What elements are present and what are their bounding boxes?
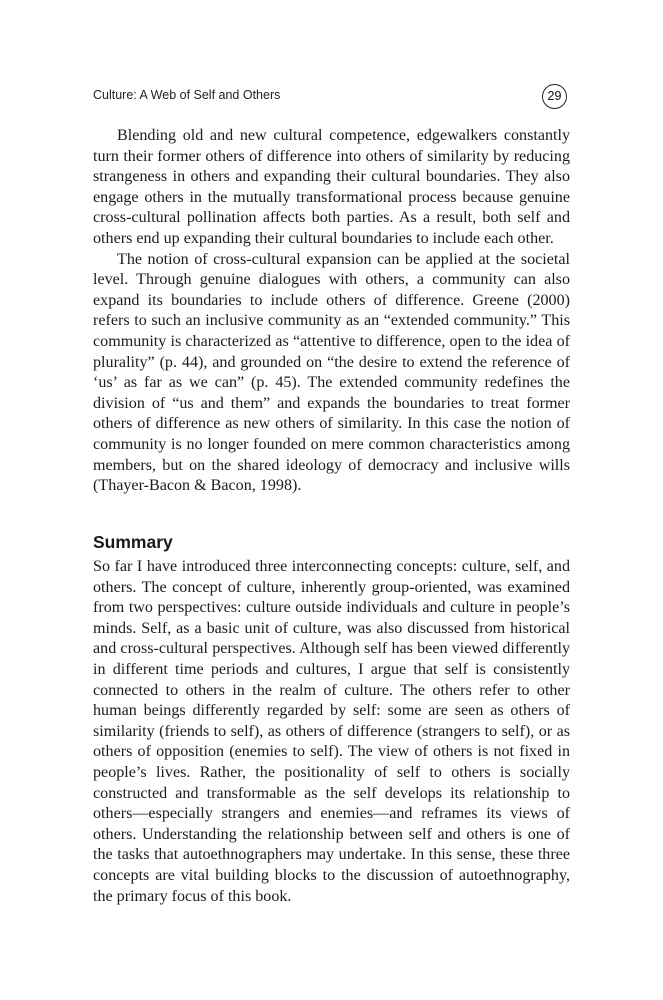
section-heading-summary: Summary — [93, 531, 173, 552]
paragraph-extended-community: The notion of cross-cultural expansion can be applied at the societal level. Through genuine dialogues with others, a community can also expand its boundaries to include others of difference. Greene (2000) refers to such an inclusive community as an “extended community.” This community is characterized as “attentive to difference, open to the idea of plurality” (p. 44), and grounded on “the desire to extend the reference of ‘us’ as far as we can” (p. 45). The extended community redefines the division of “us and them” and expands the boundaries to treat former others of difference as new others of similarity. In this case the notion of community is no longer founded on mere common characteristics among members, but on the shared ideology of democracy and inclusive wills (Thayer-Bacon & Bacon, 1998). — [93, 250, 570, 495]
body-section-summary — [93, 557, 570, 907]
running-head-title: Culture: A Web of Self and Others — [93, 88, 281, 102]
paragraph-summary: So far I have introduced three interconnecting concepts: culture, self, and others. The concept of culture, inherently group-oriented, was examined from two perspectives: culture outside individuals and culture in people’s minds. Self, as a basic unit of culture, was also discussed from historical and cross-cultural perspectives. Although self has been viewed differently in different time periods and cultures, I argue that self is consistently connected to others in the realm of culture. The others refer to other human beings differently regarded by self: some are seen as others of similarity (friends to self), as others of difference (strangers to self), or as others of opposition (enemies to self). The view of others is not fixed in people’s lives. Rather, the positionality of self to others is socially constructed and transformable as the self develops its relationship to others—especially strangers and enemies—and reframes its views of others. Understanding the relationship between self and others is one of the tasks that autoethnographers may undertake. In this sense, these three concepts are vital building blocks to the discussion of autoethnography, the primary focus of this book. — [93, 558, 570, 905]
page-number-badge: 29 — [542, 84, 567, 109]
body-section-top — [93, 126, 570, 497]
paragraph-edgewalkers: Blending old and new cultural competence, edgewalkers constantly turn their former others of difference into others of similarity by reducing strangeness in others and expanding their cultural boundaries. They also engage others in the mutually transformational process because genuine cross-cultural pollination affects both parties. As a result, both self and others end up expanding their cultural boundaries to include each other. — [93, 127, 570, 247]
